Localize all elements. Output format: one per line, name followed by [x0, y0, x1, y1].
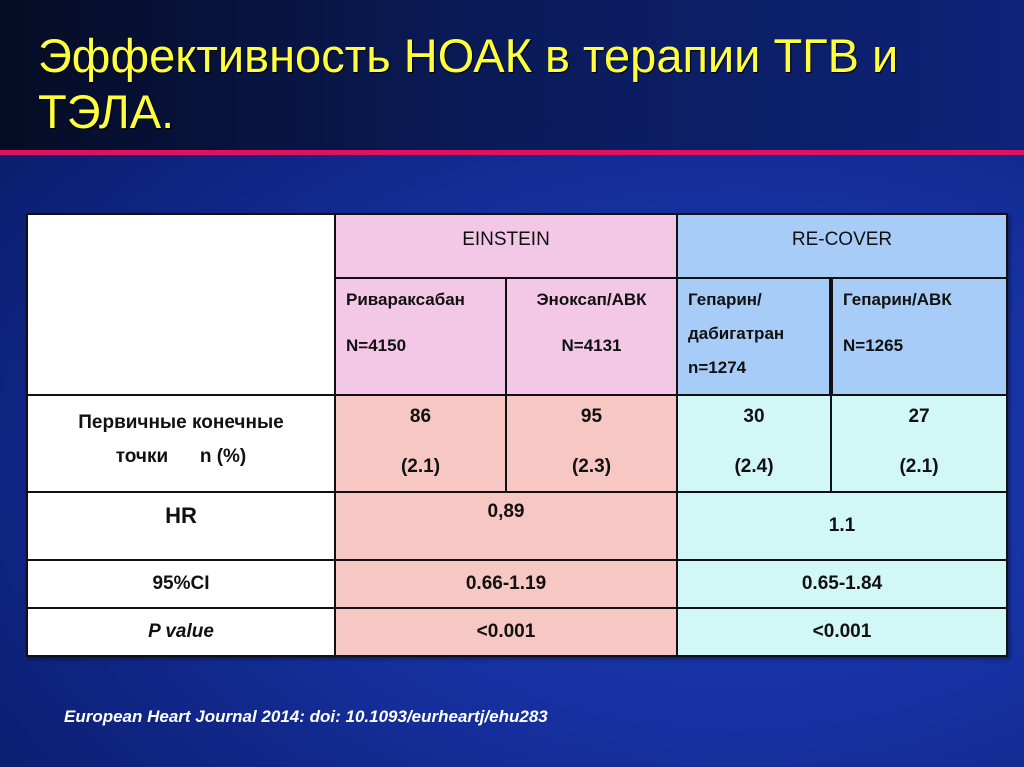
results-table [26, 213, 1008, 657]
cell-count: 27 [908, 406, 930, 427]
study-header-einstein: EINSTEIN [335, 214, 677, 278]
arm-header [677, 278, 831, 395]
p-recover: <0.001 [677, 608, 1007, 656]
table-row [27, 214, 1007, 278]
arm-n: N=4150 [346, 336, 407, 355]
row-label-ci: 95%CI [27, 560, 335, 608]
row-label-primary [27, 395, 335, 492]
arm-name-line2: дабигатран [688, 324, 785, 343]
study-header-recover: RE-COVER [677, 214, 1007, 278]
row-label-hr: HR [27, 492, 335, 560]
data-cell [677, 395, 831, 492]
p-einstein: <0.001 [335, 608, 677, 656]
arm-n: n=1274 [688, 358, 747, 377]
row-label-p: P value [27, 608, 335, 656]
arm-name: Гепарин/ [688, 290, 762, 309]
cell-percent: (2.1) [400, 456, 441, 477]
arm-header [831, 278, 1007, 395]
row-label-line: точки n (%) [115, 446, 247, 467]
arm-n: N=4131 [561, 336, 622, 355]
arm-name: Ривараксабан [346, 290, 465, 309]
citation: European Heart Journal 2014: doi: 10.1093/eurheartj/ehu283 [64, 707, 548, 726]
ci-einstein: 0.66-1.19 [335, 560, 677, 608]
cell-count: 30 [743, 406, 765, 427]
table-row [27, 395, 1007, 492]
cell-count: 95 [580, 406, 603, 427]
arm-name: Эноксап/АВК [536, 290, 647, 309]
ci-recover: 0.65-1.84 [677, 560, 1007, 608]
empty-corner-cell [27, 214, 335, 395]
hr-recover: 1.1 [677, 492, 1007, 560]
table-row [27, 608, 1007, 656]
cell-percent: (2.4) [734, 456, 774, 477]
table-row [27, 560, 1007, 608]
data-cell [506, 395, 677, 492]
table-row [27, 492, 1007, 560]
data-cell [831, 395, 1007, 492]
cell-percent: (2.1) [899, 456, 939, 477]
arm-name: Гепарин/АВК [843, 290, 952, 309]
cell-count: 86 [409, 406, 432, 427]
data-cell [335, 395, 506, 492]
arm-header [506, 278, 677, 395]
cell-percent: (2.3) [571, 456, 612, 477]
arm-header [335, 278, 506, 395]
title-divider [0, 150, 1024, 155]
arm-n: N=1265 [843, 336, 904, 355]
row-label-line: Первичные конечные [78, 412, 284, 433]
hr-einstein: 0,89 [335, 492, 677, 560]
slide-title: Эффективность НОАК в терапии ТГВ и ТЭЛА. [38, 29, 899, 138]
